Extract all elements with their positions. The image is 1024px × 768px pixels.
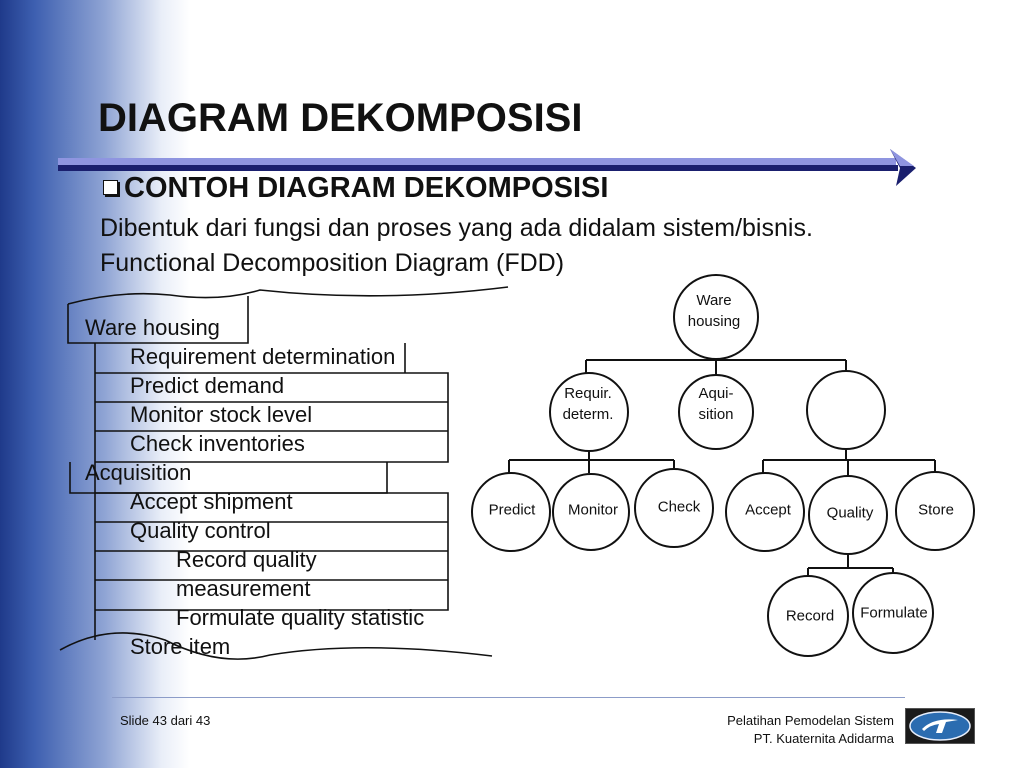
footer-divider xyxy=(112,697,905,698)
node-label-line: Requir. xyxy=(564,385,612,402)
slide-number: Slide 43 dari 43 xyxy=(120,713,211,728)
node-label: Store xyxy=(918,501,954,519)
list-item: Quality control xyxy=(130,518,271,543)
list-item: Monitor stock level xyxy=(130,402,313,427)
list-item: Accept shipment xyxy=(130,489,293,514)
footer-org-line2: PT. Kuaternita Adidarma xyxy=(753,731,894,746)
node-label-line: sition xyxy=(698,406,734,423)
node-label: Check xyxy=(657,498,701,516)
node-label: Quality xyxy=(826,504,874,522)
subheading-text: CONTOH DIAGRAM DEKOMPOSISI xyxy=(124,172,609,204)
list-item: Predict demand xyxy=(130,373,285,398)
slide-title: DIAGRAM DEKOMPOSISI xyxy=(98,96,583,140)
list-item: Requirement determination xyxy=(130,344,396,369)
list-item: Ware housing xyxy=(85,315,220,340)
company-logo-icon xyxy=(905,708,975,744)
node-label: Monitor xyxy=(567,501,619,519)
description-line-2: Functional Decomposition Diagram (FDD) xyxy=(100,249,565,277)
node-unlabeled xyxy=(807,371,885,449)
node-label: Accept xyxy=(745,501,791,519)
node-label-line: housing xyxy=(687,313,741,330)
node-label-line: determ. xyxy=(562,406,614,423)
node-label: Predict xyxy=(488,501,536,519)
node-label: Record xyxy=(785,607,835,625)
footer-org-line1: Pelatihan Pemodelan Sistem xyxy=(727,713,894,728)
list-item: Store item xyxy=(130,634,231,659)
list-item: measurement xyxy=(176,576,311,601)
node-label-line: Ware xyxy=(696,292,732,309)
node-label-line: Aqui- xyxy=(698,385,734,402)
node-label xyxy=(688,290,741,332)
list-item: Check inventories xyxy=(130,431,305,456)
node-label: Formulate xyxy=(860,604,928,622)
list-item: Record quality xyxy=(176,547,317,572)
list-item: Acquisition xyxy=(85,460,192,485)
node-label xyxy=(563,383,614,425)
description-line-1: Dibentuk dari fungsi dan proses yang ada didalam sistem/bisnis. xyxy=(100,214,813,242)
node-label xyxy=(698,383,733,425)
list-item: Formulate quality statistic xyxy=(176,605,425,630)
